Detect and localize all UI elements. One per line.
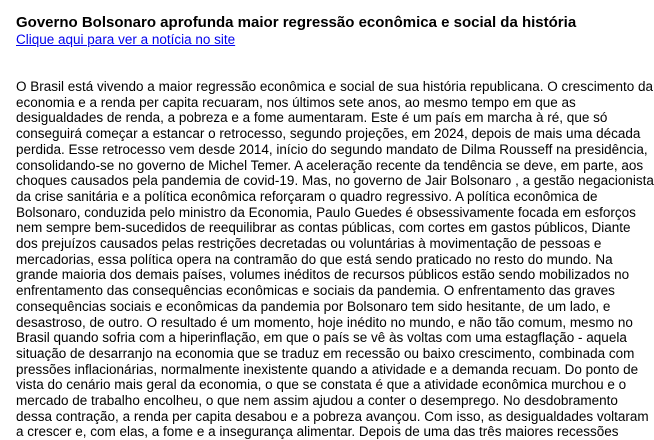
article-title: Governo Bolsonaro aprofunda maior regressão econômica e social da história xyxy=(16,14,577,31)
view-on-site-link[interactable]: Clique aqui para ver a notícia no site xyxy=(16,32,236,47)
body-line: desigualdades de renda, a pobreza e a fome aumentaram. Este é um país em marcha à ré, que só xyxy=(16,110,608,126)
body-line: consolidando-se no governo de Michel Temer. A aceleração recente da tendência se deve, em parte, aos xyxy=(16,157,644,173)
body-line: grande maioria dos demais países, volumes inéditos de recursos públicos estão sendo mobilizados no xyxy=(16,267,630,283)
body-line: perdida. Esse retrocesso vem desde 2014, início do segundo mandato de Dilma Rousseff na presidência, xyxy=(16,141,648,157)
body-line: Bolsonaro, conduzida pelo ministro da Economia, Paulo Guedes é obsessivamente focada em esforços xyxy=(16,204,636,220)
body-line: Brasil quando sofria com a hiperinflação, em que o país se vê às voltas com uma estagflação - aquela xyxy=(16,330,627,346)
body-line: mercadorias, essa política opera na contramão do que está sendo praticado no resto do mundo. Na xyxy=(16,251,613,267)
body-line: O Brasil está vivendo a maior regressão econômica e social de sua história republicana. O crescimento da xyxy=(16,79,654,94)
body-line: da crise sanitária e a política econômica reforçaram o quadro regressivo. A política econômica de xyxy=(16,188,598,204)
body-line: a crescer e, com elas, a fome e a insegurança alimentar. Depois de uma das três maiores recessões xyxy=(16,424,619,440)
body-line: dos prejuízos causados pelas restrições decretadas ou voluntárias à movimentação de pessoas e xyxy=(16,236,602,252)
article-body xyxy=(16,79,654,440)
body-line: dessa contração, a renda per capita desabou e a pobreza avançou. Com isso, as desigualdades voltaram xyxy=(16,408,649,424)
body-line: nem sempre bem-sucedidos de reequilibrar as contas públicas, com cortes em gastos públicos, Diante xyxy=(16,220,631,236)
body-line: mercado de trabalho encolheu, o que nem assim ajudou a conter o desemprego. No desdobramento xyxy=(16,393,618,409)
body-line: enfrentamento das consequências econômicas e sociais da pandemia. O enfrentamento das graves xyxy=(16,283,615,299)
body-line: consequências sociais e econômicas da pandemia por Bolsonaro tem sido hesitante, de um lado, e xyxy=(16,298,611,314)
body-line: economia e a renda per capita recuaram, nos últimos sete anos, ao mesmo tempo em que as xyxy=(16,94,576,110)
body-line: pressões inflacionárias, normalmente inexistente quando a atividade e a demanda recuam. Do ponto de xyxy=(16,361,639,377)
body-line: desastroso, de outro. O resultado é um momento, hoje inédito no mundo, e não tão comum, mesmo no xyxy=(16,314,633,330)
body-line: vista do cenário mais geral da economia, o que se constata é que a atividade econômica murchou e o xyxy=(16,377,627,393)
body-line: choques causados pela pandemia de covid-19. Mas, no governo de Jair Bolsonaro , a gestão negacionista xyxy=(16,173,654,189)
body-line: situação de desarranjo na economia que se traduz em recessão ou baixo crescimento, combinada com xyxy=(16,345,635,361)
body-line: conseguirá começar a estancar o retrocesso, segundo projeções, em 2024, depois de mais uma década xyxy=(16,126,641,142)
